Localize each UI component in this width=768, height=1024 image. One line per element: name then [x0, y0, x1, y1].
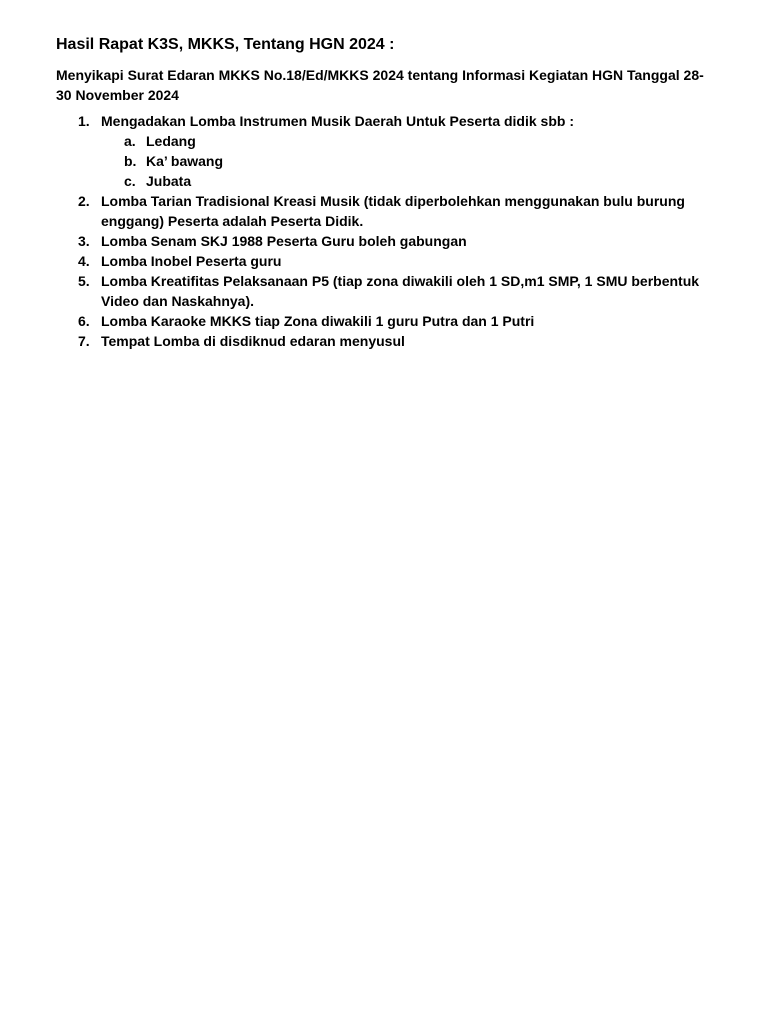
sublist-item: [101, 151, 716, 171]
sublist-item-letter: a.: [124, 133, 136, 149]
list-item-number: 2.: [78, 193, 90, 209]
list-item-number: 4.: [78, 253, 90, 269]
list-item: [56, 111, 716, 191]
list-item: [56, 251, 716, 271]
document-page: [56, 34, 716, 351]
list-item-number: 5.: [78, 273, 90, 289]
list-item-text: Lomba Tarian Tradisional Kreasi Musik (tidak diperbolehkan menggunakan bulu burung enggang) Peserta adalah Peserta Didik.: [101, 193, 685, 229]
sublist-item: [101, 131, 716, 151]
sublist-item: [101, 171, 716, 191]
list-item-text: Mengadakan Lomba Instrumen Musik Daerah Untuk Peserta didik sbb :: [101, 113, 574, 129]
list-item: [56, 311, 716, 331]
list-item: [56, 231, 716, 251]
lettered-sublist: [101, 131, 716, 191]
list-item-number: 1.: [78, 113, 90, 129]
list-item-text: Lomba Karaoke MKKS tiap Zona diwakili 1 guru Putra dan 1 Putri: [101, 313, 535, 329]
document-intro: Menyikapi Surat Edaran MKKS No.18/Ed/MKKS 2024 tentang Informasi Kegiatan HGN Tanggal 28-30 November 2024: [56, 67, 704, 103]
list-item-text: Lomba Kreatifitas Pelaksanaan P5 (tiap zona diwakili oleh 1 SD,m1 SMP, 1 SMU berbentuk Video dan Naskahnya).: [101, 273, 700, 309]
list-item: [56, 191, 716, 231]
list-item-number: 6.: [78, 313, 90, 329]
list-item-number: 3.: [78, 233, 90, 249]
sublist-item-text: Ledang: [146, 133, 196, 149]
sublist-item-text: Ka’ bawang: [146, 153, 224, 169]
list-item-text: Tempat Lomba di disdiknud edaran menyusul: [101, 333, 405, 349]
sublist-item-letter: c.: [124, 173, 136, 189]
list-item-number: 7.: [78, 333, 90, 349]
list-item: [56, 331, 716, 351]
numbered-list: [56, 111, 716, 351]
document-title: Hasil Rapat K3S, MKKS, Tentang HGN 2024 :: [56, 36, 395, 53]
sublist-item-letter: b.: [124, 153, 137, 169]
sublist-item-text: Jubata: [146, 173, 192, 189]
list-item-text: Lomba Senam SKJ 1988 Peserta Guru boleh gabungan: [101, 233, 467, 249]
list-item-text: Lomba Inobel Peserta guru: [101, 253, 282, 269]
list-item: [56, 271, 716, 311]
